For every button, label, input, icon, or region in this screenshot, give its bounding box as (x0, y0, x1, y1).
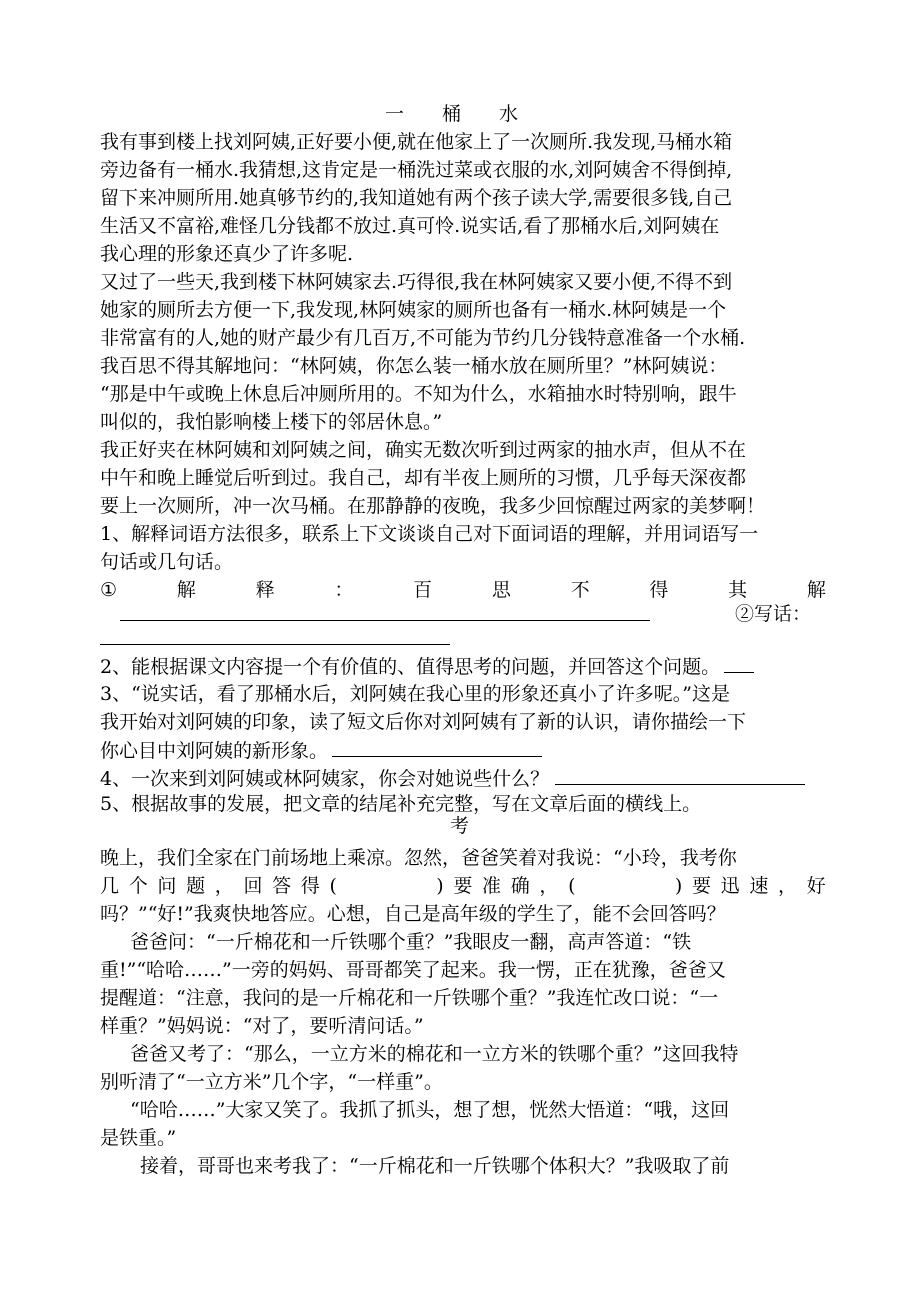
question-3-line3 (100, 736, 826, 764)
word-char: 其 (728, 579, 748, 601)
story2-char: 个 (128, 875, 148, 897)
circle-one-marker: ① (100, 579, 118, 601)
blank-open-paren: ( (329, 875, 337, 897)
explain-char: 解 (176, 579, 196, 601)
story1-line: 旁边备有一桶水.我猜想,这肯定是一桶洗过菜或衣服的水,刘阿姨舍不得倒掉, (100, 159, 733, 181)
explain-char: 释 (255, 579, 275, 601)
story1-line: 我正好夹在林阿姨和刘阿姨之间，确实无数次听到过两家的抽水声，但从不在 (100, 439, 747, 461)
question-5: 5、根据故事的发展，把文章的结尾补充完整，写在文章后面的横线上。 (100, 793, 702, 815)
story2-char: 答 (272, 875, 292, 897)
question-1-write-answer-row (100, 624, 826, 650)
question-3-line2: 我开始对刘阿姨的印象，读了短文后你对刘阿姨有了新的认识，请你描绘一下 (100, 711, 747, 733)
question-2-answer-blank[interactable] (724, 652, 754, 673)
story1-line: 叫似的，我怕影响楼上楼下的邻居休息。” (100, 411, 443, 433)
story1-line: 我心理的形象还真少了许多呢. (100, 243, 354, 265)
write-label: ②写话： (735, 603, 812, 625)
write-answer-blank[interactable] (100, 624, 450, 645)
question-3-text: 你心目中刘阿姨的新形象。 (100, 740, 329, 762)
story1-line: “那是中午或晚上休息后冲厕所用的。不知为什么，水箱抽水时特别响，跟牛 (100, 383, 737, 405)
story2-char: 速 (749, 875, 769, 897)
story2-char: ， (778, 875, 798, 897)
story1-line: 她家的厕所去方便一下,我发现,林阿姨家的厕所也备有一桶水.林阿姨是一个 (100, 299, 727, 321)
story2-char: 题 (186, 875, 206, 897)
story2-char: 几 (100, 875, 120, 897)
story2-line: 爸爸又考了：“那么，一立方米的棉花和一立方米的铁哪个重？”这回我特 (130, 1043, 739, 1065)
explain-char: ： (334, 579, 354, 601)
question-3-answer-blank[interactable] (332, 736, 542, 757)
question-3-line1: 3、“说实话，看了那桶水后，刘阿姨在我心里的形象还真小了许多呢。”这是 (100, 683, 731, 705)
question-2-text: 2、能根据课文内容提一个有价值的、值得思考的问题，并回答这个问题。 (100, 656, 721, 678)
question-1-line2: 句话或几句话。 (100, 551, 234, 573)
blank-open-paren: ( (568, 875, 576, 897)
blank-1-fill[interactable] (347, 872, 427, 900)
story2-char: 好 (806, 875, 826, 897)
blank-2-fill[interactable] (585, 872, 665, 900)
story2-char: 要 (691, 875, 711, 897)
story2-line: 晚上，我们全家在门前场地上乘凉。忽然，爸爸笑着对我说：“小玲，我考你 (100, 847, 737, 869)
story1-line: 要上一次厕所，冲一次马桶。在那静静的夜晚，我多少回惊醒过两家的美梦啊！ (100, 495, 766, 517)
story1-line: 我有事到楼上找刘阿姨,正好要小便,就在他家上了一次厕所.我发现,马桶水箱 (100, 131, 733, 153)
story2-line: “哈哈……”大家又笑了。我抓了抓头，想了想，恍然大悟道：“哦，这回 (130, 1099, 730, 1121)
question-1-line1: 1、解释词语方法很多，联系上下文谈谈自己对下面词语的理解，并用词语写一 (100, 523, 759, 545)
word-char: 得 (649, 579, 669, 601)
question-4 (100, 764, 826, 792)
word-char: 百 (413, 579, 433, 601)
story2-char: ， (214, 875, 234, 897)
question-4-text: 4、一次来到刘阿姨或林阿姨家，你会对她说些什么？ (100, 768, 550, 790)
story2-title: 考 (450, 815, 470, 837)
story2-line: 别听清了“一立方米”几个字，“一样重”。 (100, 1071, 443, 1093)
explain-answer-blank[interactable] (120, 600, 650, 621)
story2-line: 接着，哥哥也来考我了：“一斤棉花和一斤铁哪个体积大？”我吸取了前 (140, 1155, 730, 1177)
word-char: 解 (806, 579, 826, 601)
story2-line-with-blanks (100, 872, 826, 900)
question-4-answer-blank[interactable] (555, 764, 805, 785)
story1-line: 生活又不富裕,难怪几分钱都不放过.真可怜.说实话,看了那桶水后,刘阿姨在 (100, 215, 720, 237)
story2-char: 准 (482, 875, 502, 897)
story2-char: 问 (157, 875, 177, 897)
story2-char: 迅 (720, 875, 740, 897)
story1-line: 我百思不得其解地问：“林阿姨，你怎么装一桶水放在厕所里？”林阿姨说： (100, 355, 728, 377)
story2-char: 确 (510, 875, 530, 897)
story1-line: 中午和晚上睡觉后听到过。我自己，却有半夜上厕所的习惯，几乎每天深夜都 (100, 467, 747, 489)
story1-line: 非常富有的人,她的财产最少有几百万,不可能为节约几分钱特意准备一个水桶. (100, 327, 746, 349)
story1-line: 留下来冲厕所用.她真够节约的,我知道她有两个孩子读大学,需要很多钱,自己 (100, 187, 733, 209)
story2-line: 样重？”妈妈说：“对了，要听清问话。” (100, 1015, 424, 1037)
story2-line: 吗？”“好!”我爽快地答应。心想，自己是高年级的学生了，能不会回答吗？ (100, 903, 726, 925)
story2-line: 是铁重。” (100, 1127, 177, 1149)
story2-char: 回 (243, 875, 263, 897)
story1-line: 又过了一些天,我到楼下林阿姨家去.巧得很,我在林阿姨家又要小便,不得不到 (100, 271, 733, 293)
story2-char: 得 (300, 875, 320, 897)
story2-line: 提醒道：“注意，我问的是一斤棉花和一斤铁哪个重？”我连忙改口说：“一 (100, 987, 719, 1009)
story2-char: 要 (453, 875, 473, 897)
word-char: 不 (570, 579, 590, 601)
story2-line: 爸爸问：“一斤棉花和一斤铁哪个重？”我眼皮一翻，高声答道：“铁 (130, 931, 692, 953)
story2-char: ， (539, 875, 559, 897)
story1-title: 一 桶 水 (385, 103, 519, 125)
blank-close-paren: ) (436, 875, 444, 897)
word-char: 思 (491, 579, 511, 601)
blank-close-paren: ) (674, 875, 683, 897)
question-2 (100, 652, 826, 680)
story2-line: 重!”“哈哈……”一旁的妈妈、哥哥都笑了起来。我一愣，正在犹豫，爸爸又 (100, 959, 726, 981)
